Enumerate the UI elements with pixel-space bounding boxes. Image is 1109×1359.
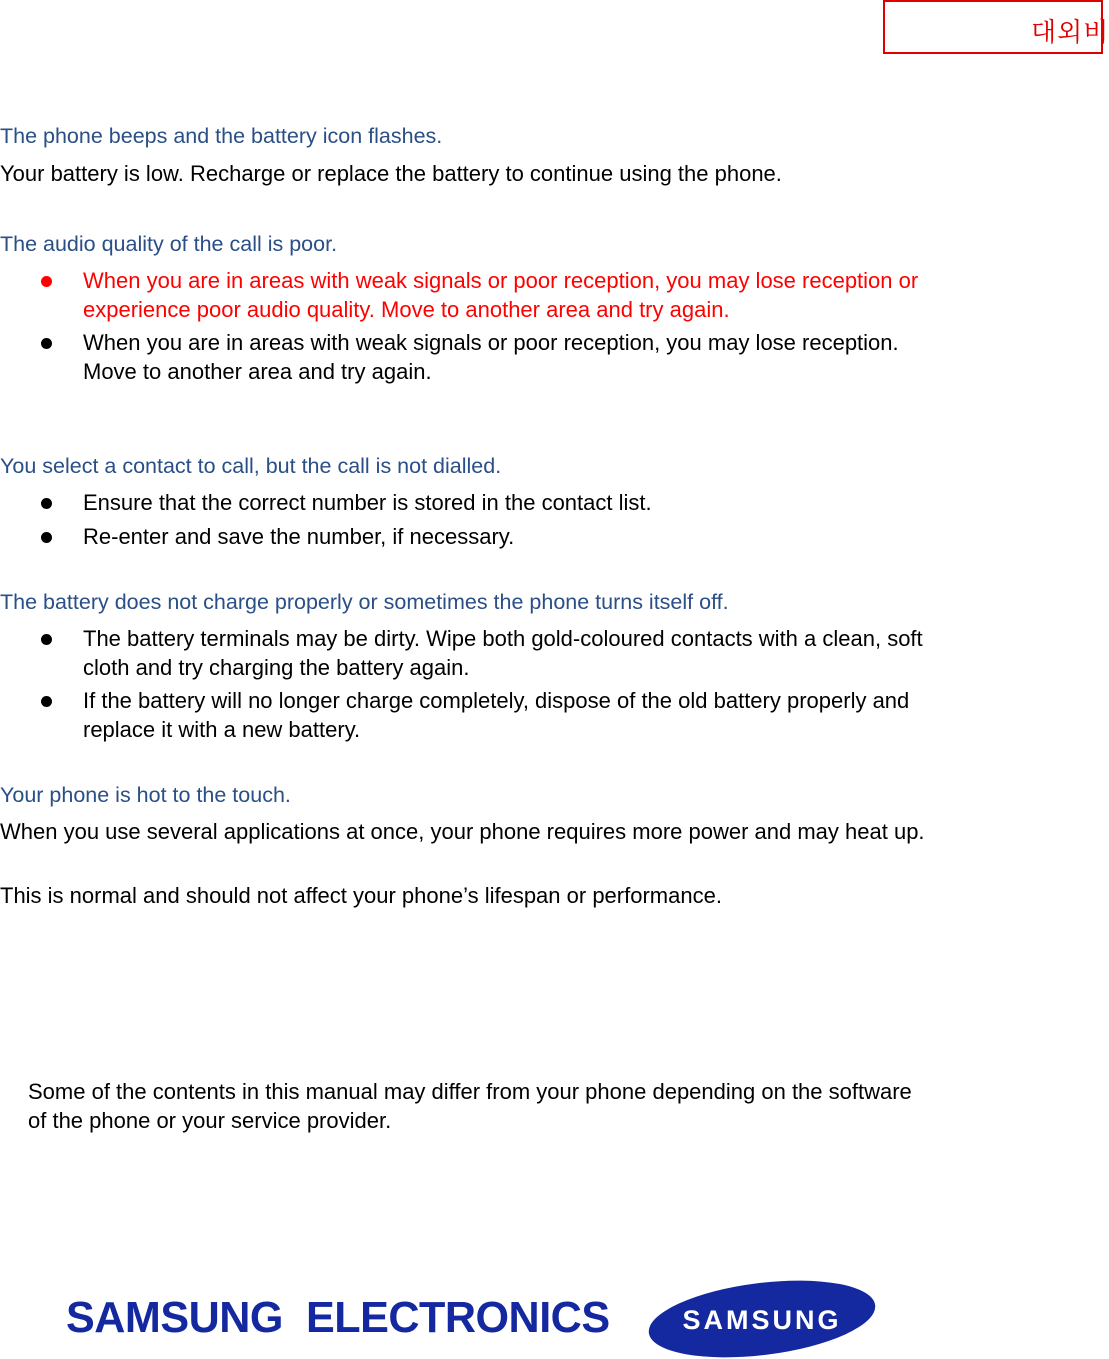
section-paragraph: This is normal and should not affect your phone’s lifespan or performance. xyxy=(0,883,722,908)
bullet-dot-icon xyxy=(41,634,52,645)
section-heading-contact-not-dialled: You select a contact to call, but the call is not dialled. xyxy=(0,454,502,478)
section-paragraph: Your battery is low. Recharge or replace the battery to continue using the phone. xyxy=(0,161,782,186)
bullet-list-audio xyxy=(0,267,930,391)
section-heading-battery-charge: The battery does not charge properly or sometimes the phone turns itself off. xyxy=(0,590,729,614)
list-item-text: Re-enter and save the number, if necessary. xyxy=(83,523,515,549)
samsung-electronics-wordmark: SAMSUNG ELECTRONICS xyxy=(66,1293,610,1342)
list-item xyxy=(0,329,930,386)
bullet-dot-icon xyxy=(41,498,52,509)
bullet-list-contact xyxy=(0,489,930,556)
section-heading-phone-hot: Your phone is hot to the touch. xyxy=(0,783,291,807)
list-item xyxy=(0,687,930,744)
list-item-text: When you are in areas with weak signals or poor reception, you may lose reception or experience poor audio quality. Move to another area and try again. xyxy=(83,268,919,322)
disclaimer-note: Some of the contents in this manual may differ from your phone depending on the software of the phone or your service provider. xyxy=(28,1079,912,1133)
bullet-dot-icon xyxy=(41,532,52,543)
logo-text: SAMSUNG xyxy=(682,1305,842,1335)
section-heading-audio-quality: The audio quality of the call is poor. xyxy=(0,232,338,256)
list-item xyxy=(0,489,930,518)
stamp-label: 대외비 xyxy=(1031,18,1109,48)
list-item-text: If the battery will no longer charge completely, dispose of the old battery properly and replace it with a new battery. xyxy=(83,688,910,742)
section-paragraph: When you use several applications at once, your phone requires more power and may heat up. xyxy=(0,819,925,844)
list-item xyxy=(0,523,930,552)
list-item-text: The battery terminals may be dirty. Wipe both gold-coloured contacts with a clean, soft cloth and try charging the battery again. xyxy=(83,626,923,680)
confidential-stamp xyxy=(883,0,1109,54)
bullet-dot-icon xyxy=(41,276,52,287)
samsung-logo-icon xyxy=(646,1279,878,1359)
section-heading-battery-beeps: The phone beeps and the battery icon flashes. xyxy=(0,124,443,148)
bullet-dot-icon xyxy=(41,696,52,707)
list-item xyxy=(0,267,930,324)
list-item-text: When you are in areas with weak signals or poor reception, you may lose reception. Move to another area and try again. xyxy=(83,330,899,384)
bullet-dot-icon xyxy=(41,338,52,349)
bullet-list-battery xyxy=(0,625,930,749)
list-item xyxy=(0,625,930,682)
list-item-text: Ensure that the correct number is stored in the contact list. xyxy=(83,490,652,515)
